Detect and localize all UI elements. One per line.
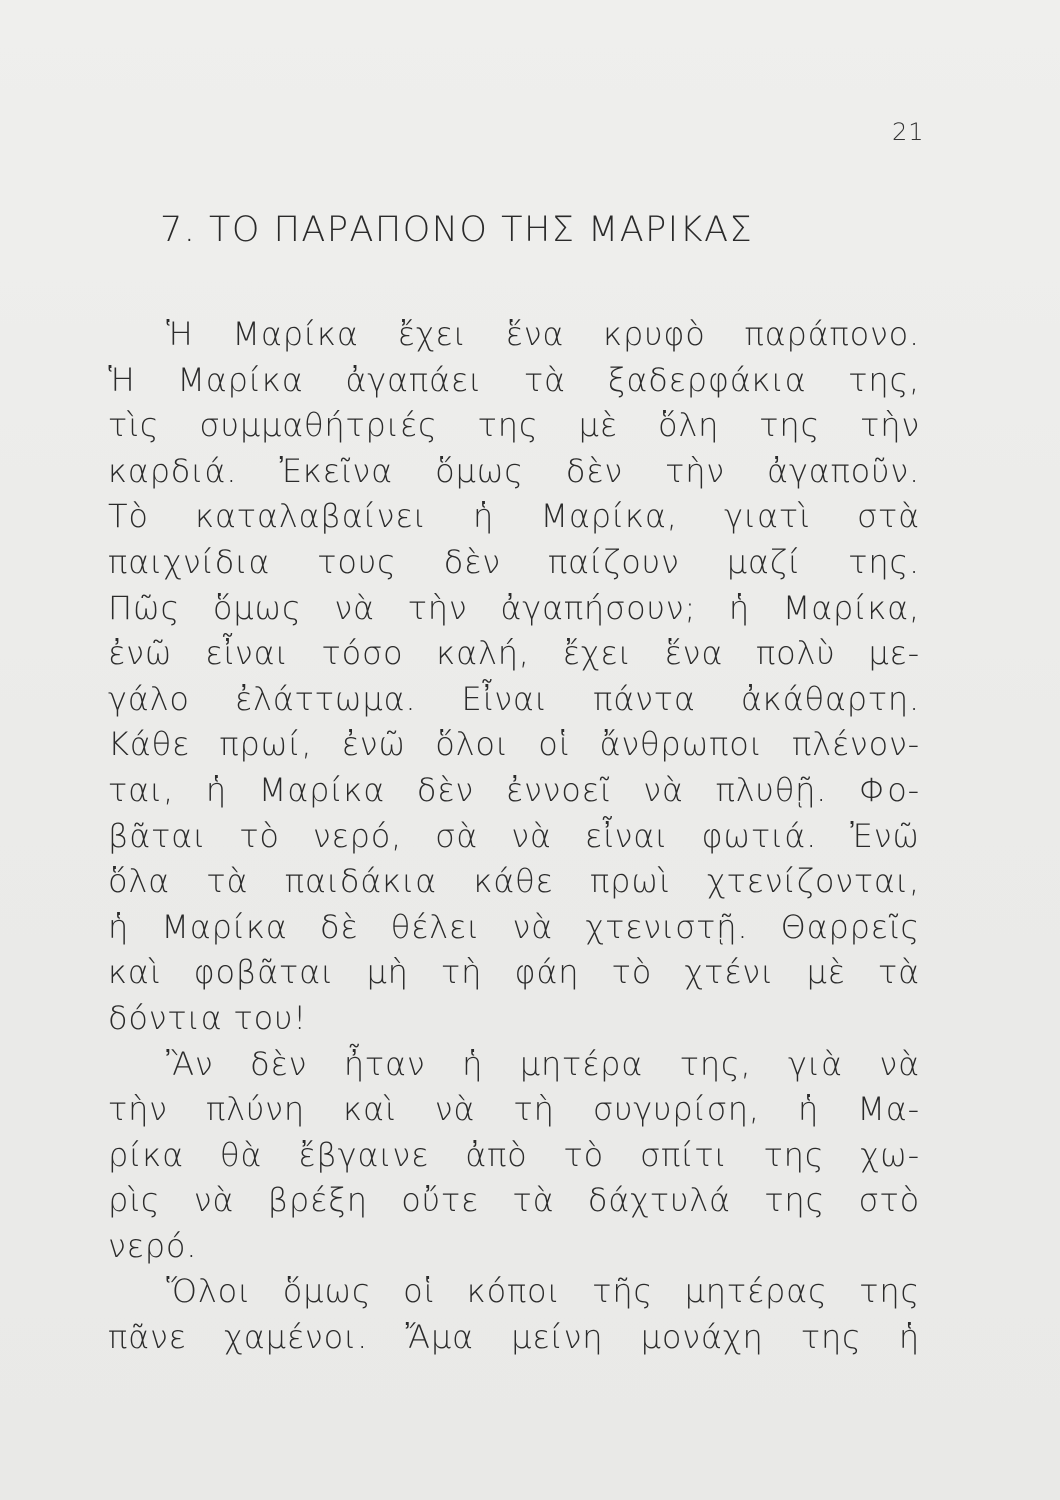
text-line: Ἡ Μαρίκα ἀγαπάει τὰ ξαδερφάκια της, xyxy=(108,360,920,399)
text-line: Ἂν δὲν ἦταν ἡ μητέρα της, γιὰ νὰ xyxy=(166,1044,920,1083)
text-line: Πῶς ὅμως νὰ τὴν ἀγαπήσουν; ἡ Μαρίκα, xyxy=(108,588,920,627)
text-line: βᾶται τὸ νερό, σὰ νὰ εἶναι φωτιά. Ἐνῶ xyxy=(108,816,920,855)
text-line: ται, ἡ Μαρίκα δὲν ἐννοεῖ νὰ πλυθῇ. Φο- xyxy=(108,770,920,809)
text-line: ἡ Μαρίκα δὲ θέλει νὰ χτενιστῇ. Θαρρεῖς xyxy=(108,907,920,946)
text-line: Ἡ Μαρίκα ἔχει ἕνα κρυφὸ παράπονο. xyxy=(166,315,920,353)
text-line: ρὶς νὰ βρέξη οὔτε τὰ δάχτυλά της στὸ xyxy=(108,1181,920,1220)
text-line: γάλο ἐλάττωμα. Εἶναι πάντα ἀκάθαρτη. xyxy=(108,679,920,718)
text-line: καρδιά. Ἐκεῖνα ὅμως δὲν τὴν ἀγαποῦν. xyxy=(108,451,920,490)
text-line: πᾶνε χαμένοι. Ἄμα μείνη μονάχη της ἡ xyxy=(108,1318,920,1357)
text-line: Ὅλοι ὅμως οἱ κόποι τῆς μητέρας της xyxy=(166,1272,920,1311)
text-line: ἐνῶ εἶναι τόσο καλή, ἔχει ἕνα πολὺ με- xyxy=(108,634,920,673)
text-line: ὅλα τὰ παιδάκια κάθε πρωὶ χτενίζονται, xyxy=(108,862,920,901)
chapter-title: 7. ΤΟ ΠΑΡΑΠΟΝΟ ΤΗΣ ΜΑΡΙΚΑΣ xyxy=(160,210,754,250)
text-line: παιχνίδια τους δὲν παίζουν μαζί της. xyxy=(108,542,920,581)
body-text xyxy=(108,312,920,1361)
text-line: τὴν πλύνη καὶ νὰ τὴ συγυρίση, ἡ Μα- xyxy=(108,1090,920,1129)
text-line: Τὸ καταλαβαίνει ἡ Μαρίκα, γιατὶ στὰ xyxy=(108,497,920,536)
text-line: τὶς συμμαθήτριές της μὲ ὅλη της τὴν xyxy=(108,406,920,445)
text-line: νερό. xyxy=(108,1226,198,1265)
page-number: 21 xyxy=(892,118,925,146)
text-line: δόντια του! xyxy=(108,998,307,1037)
text-line: Κάθε πρωί, ἐνῶ ὅλοι οἱ ἄνθρωποι πλένον- xyxy=(108,725,920,764)
text-line: ρίκα θὰ ἔβγαινε ἀπὸ τὸ σπίτι της χω- xyxy=(108,1135,920,1174)
text-line: καὶ φοβᾶται μὴ τὴ φάη τὸ χτένι μὲ τὰ xyxy=(108,953,920,992)
